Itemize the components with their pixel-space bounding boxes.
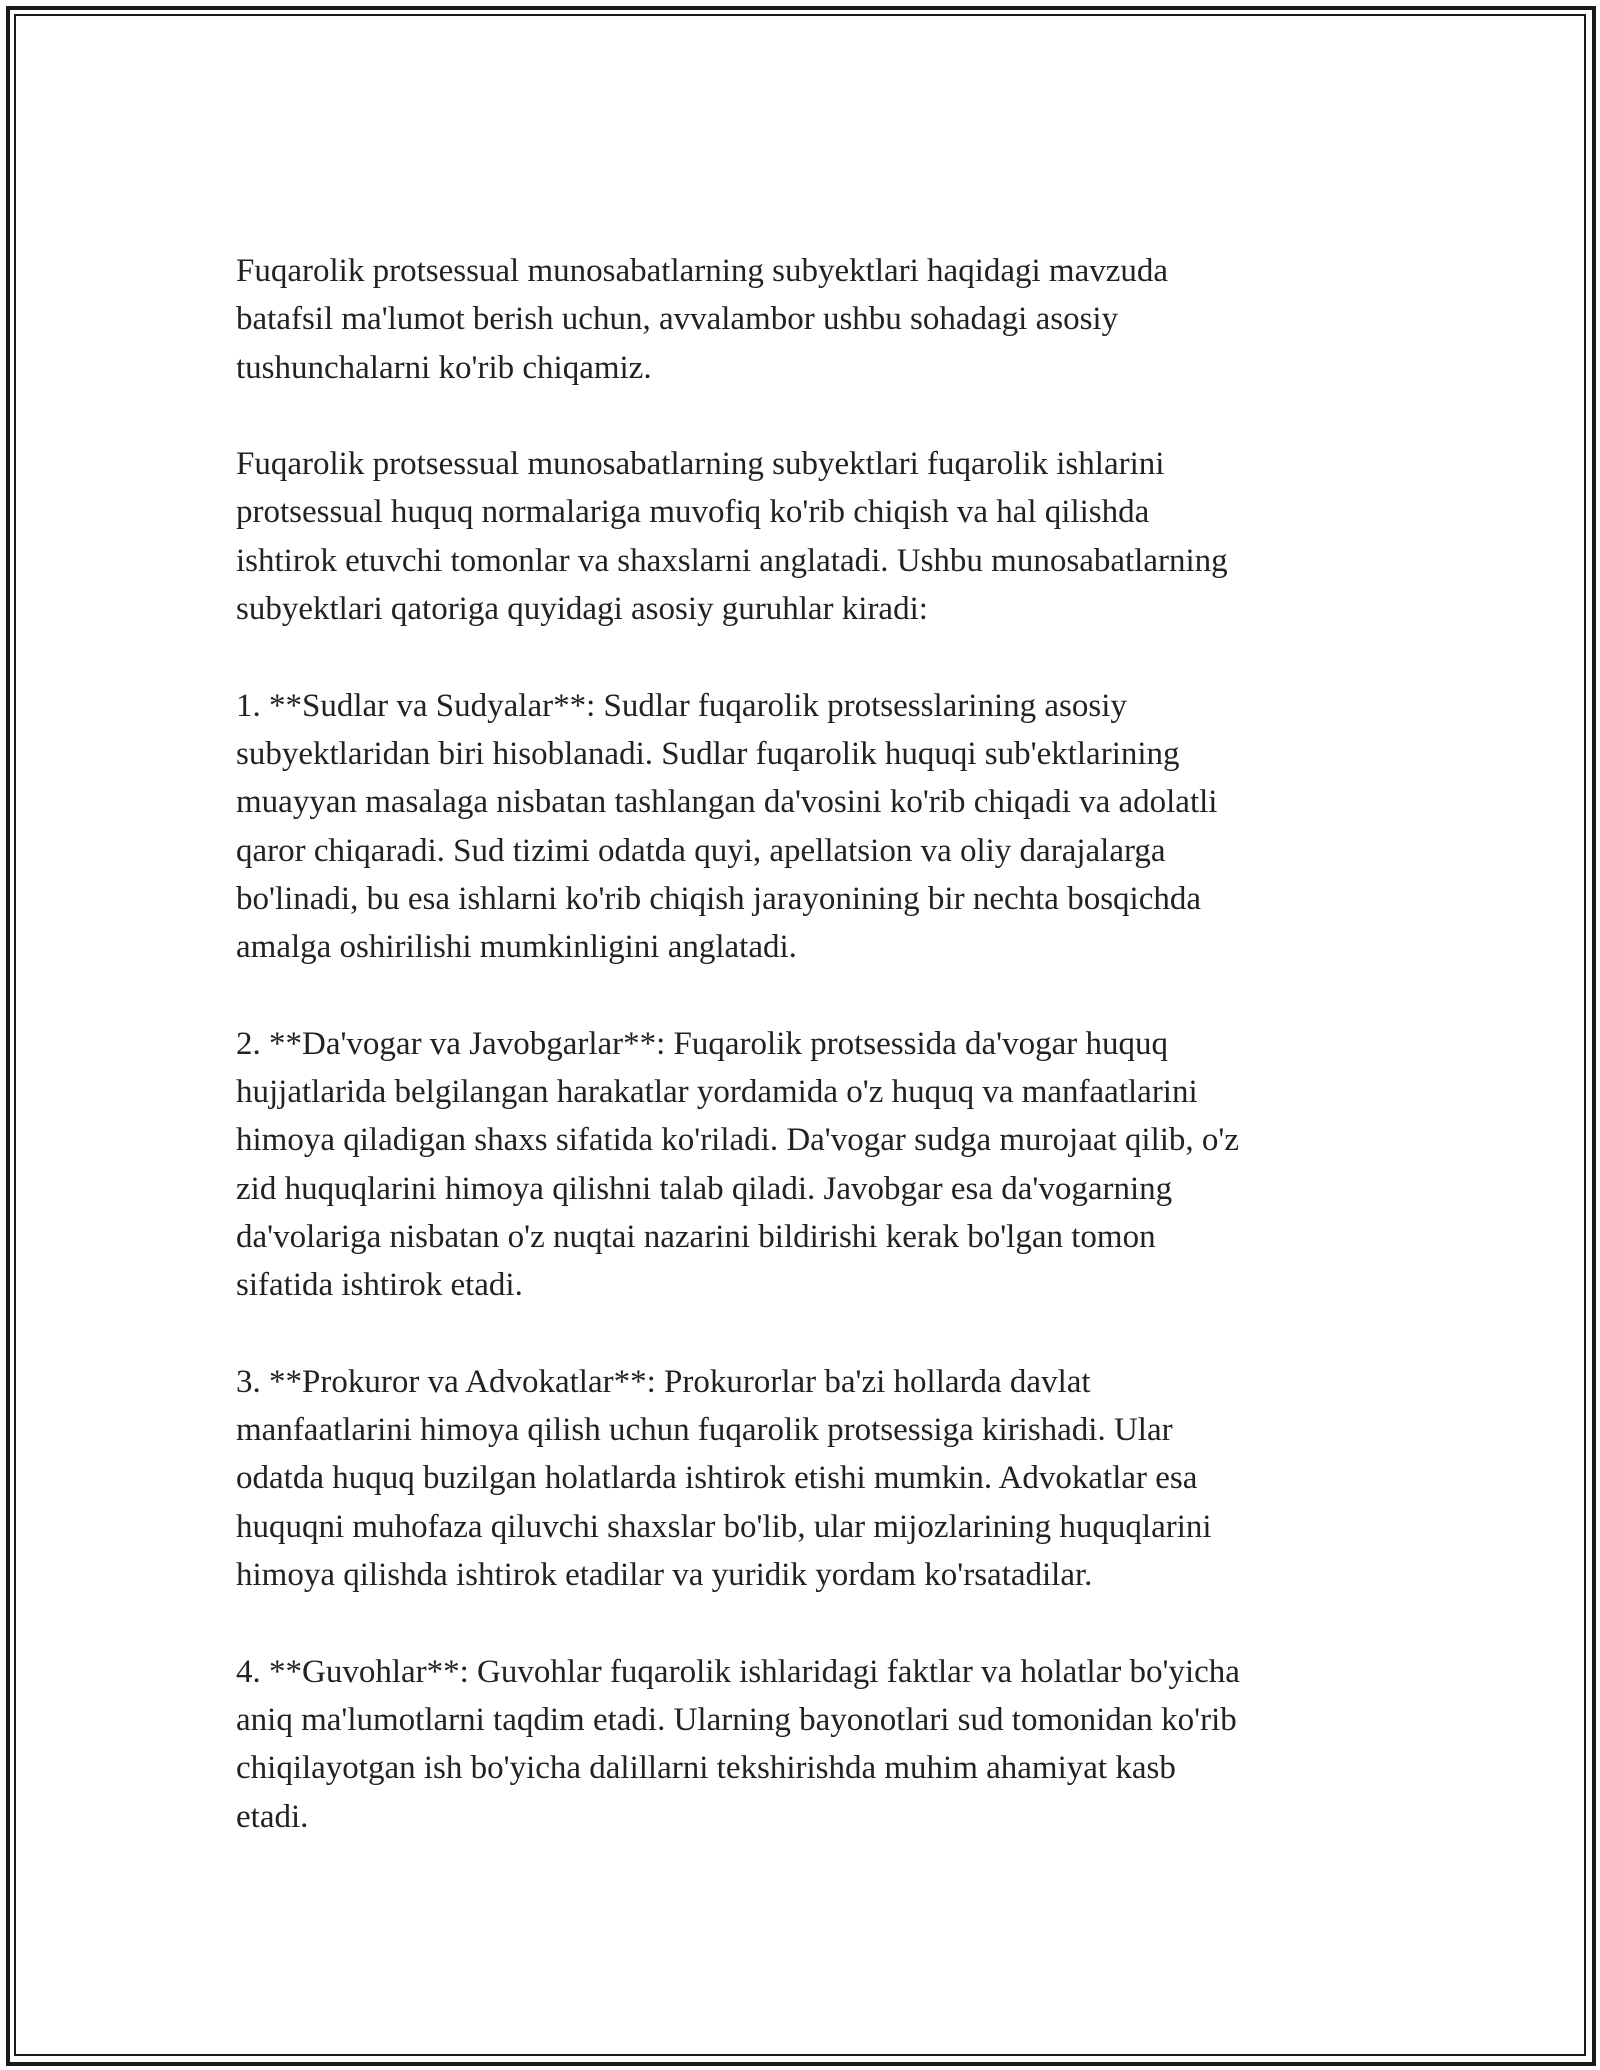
document-body <box>236 247 1376 1889</box>
list-item-witnesses: 4. **Guvohlar**: Guvohlar fuqarolik ishlaridagi faktlar va holatlar bo'yicha aniq ma'lumotlarni taqdim etadi. Ularning bayonotlari sud tomonidan ko'rib chiqilayotgan ish bo'yicha dalillarni tekshirishda muhim ahamiyat kasb etadi. <box>236 1653 1240 1835</box>
intro-paragraph: Fuqarolik protsessual munosabatlarning subyektlari haqidagi mavzuda batafsil ma'lumot berish uchun, avvalambor ushbu sohadagi asosiy tushunchalarni ko'rib chiqamiz. <box>236 253 1169 386</box>
definition-paragraph: Fuqarolik protsessual munosabatlarning subyektlari fuqarolik ishlarini protsessual huquq normalariga muvofiq ko'rib chiqish va hal qilishda ishtirok etuvchi tomonlar va shaxslarni anglatadi. Ushbu munosabatlarning subyektlari qatoriga quyidagi asosiy guruhlar kiradi: <box>236 446 1228 628</box>
list-item-prosecutors: 3. **Prokuror va Advokatlar**: Prokurorlar ba'zi hollarda davlat manfaatlarini himoya qilish uchun fuqarolik protsessiga kirishadi. Ular odatda huquq buzilgan holatlarda ishtirok etishi mumkin. Advokatlar esa huquqni muhofaza qiluvchi shaxslar bo'lib, ular mijozlarining huquqlarini himoya qilishda ishtirok etadilar va yuridik yordam ko'rsatadilar. <box>236 1363 1212 1594</box>
list-item-courts: 1. **Sudlar va Sudyalar**: Sudlar fuqarolik protsesslarining asosiy subyektlaridan biri hisoblanadi. Sudlar fuqarolik huquqi sub'ektlarining muayyan masalaga nisbatan tashlangan da'vosini ko'rib chiqadi va adolatli qaror chiqaradi. Sud tizimi odatda quyi, apellatsion va oliy darajalarga bo'linadi, bu esa ishlarni ko'rib chiqish jarayonining bir nechta bosqichda amalga oshirilishi mumkinligini anglatadi. <box>236 687 1218 966</box>
list-item-plaintiffs: 2. **Da'vogar va Javobgarlar**: Fuqarolik protsessida da'vogar huquq hujjatlarida belgilangan harakatlar yordamida o'z huquq va manfaatlarini himoya qiladigan shaxs sifatida ko'riladi. Da'vogar sudga murojaat qilib, o'z zid huquqlarini himoya qilishni talab qiladi. Javobgar esa da'vogarning da'volariga nisbatan o'z nuqtai nazarini bildirishi kerak bo'lgan tomon sifatida ishtirok etadi. <box>236 1025 1240 1304</box>
